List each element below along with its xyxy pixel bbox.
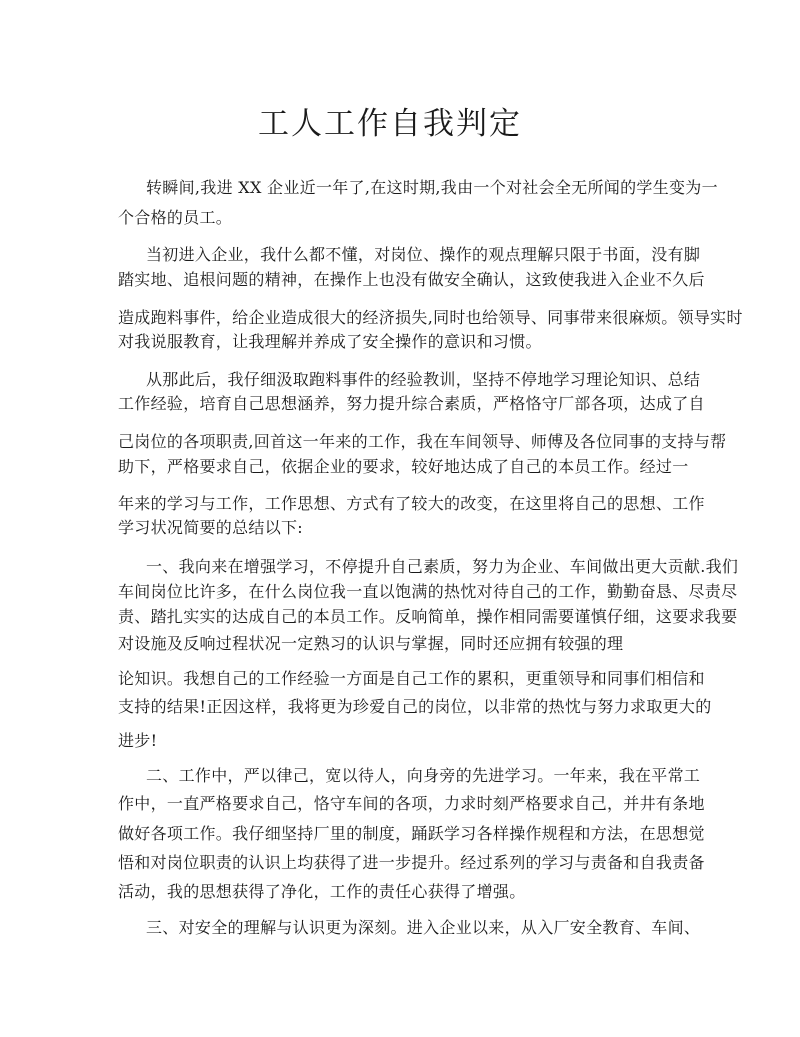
paragraph-line: 论知识。我想自己的工作经验一方面是自己工作的累积，更重领导和同事们相信和 bbox=[118, 669, 705, 688]
paragraph-line: 做好各项工作。我仔细坚持厂里的制度，踊跃学习各样操作规程和方法，在思想觉 bbox=[118, 824, 705, 843]
paragraph-line: 个合格的员工。 bbox=[118, 208, 233, 227]
paragraph-line: 进步! bbox=[118, 731, 158, 750]
paragraph-line: 责、踏扎实实的达成自己的本员工作。反响简单，操作相同需要谨慎仔细，这要求我要 bbox=[118, 607, 738, 626]
paragraph-line: 学习状况简要的总结以下: bbox=[118, 518, 303, 537]
paragraph-line: 从那此后，我仔细汲取跑料事件的经验教训，坚持不停地学习理论知识、总结 bbox=[146, 370, 701, 389]
paragraph-line: 支持的结果!正因这样，我将更为珍爱自己的岗位，以非常的热忱与努力求取更大的 bbox=[118, 697, 712, 716]
paragraph-line: 三、对安全的理解与认识更为深刻。进入企业以来，从入厂安全教育、车间、 bbox=[146, 918, 701, 937]
paragraph-line: 转瞬间,我进 XX 企业近一年了,在这时期,我由一个对社会全无所闻的学生变为一 bbox=[146, 178, 718, 197]
paragraph-line: 当初进入企业，我什么都不懂，对岗位、操作的观点理解只限于书面，没有脚 bbox=[146, 245, 701, 264]
paragraph-line: 对我说服教育，让我理解并养成了安全操作的意识和习惯。 bbox=[118, 332, 542, 351]
document-title: 工人工作自我判定 bbox=[258, 106, 522, 142]
paragraph-line: 车间岗位比许多，在什么岗位我一直以饱满的热忱对待自己的工作，勤勤奋恳、尽责尽 bbox=[118, 582, 738, 601]
paragraph-line: 一、我向来在增强学习，不停提升自己素质，努力为企业、车间做出更大贡献.我们 bbox=[146, 557, 739, 576]
paragraph-line: 工作经验，培育自己思想涵养，努力提升综合素质，严格恪守厂部各项，达成了自 bbox=[118, 394, 705, 413]
paragraph-line: 助下，严格要求自己，依据企业的要求，较好地达成了自己的本员工作。经过一 bbox=[118, 457, 689, 476]
paragraph-line: 年来的学习与工作，工作思想、方式有了较大的改变，在这里将自己的思想、工作 bbox=[118, 494, 705, 513]
paragraph-line: 悟和对岗位职责的认识上均获得了进一步提升。经过系列的学习与责备和自我责备 bbox=[118, 853, 705, 872]
paragraph-line: 二、工作中，严以律己，宽以待人，向身旁的先进学习。一年来，我在平常工 bbox=[146, 766, 701, 785]
paragraph-line: 作中，一直严格要求自己，恪守车间的各项，力求时刻严格要求自己，并井有条地 bbox=[118, 794, 705, 813]
paragraph-line: 活动，我的思想获得了净化，工作的责任心获得了增强。 bbox=[118, 882, 526, 901]
paragraph-line: 己岗位的各项职责,回首这一年来的工作，我在车间领导、师傅及各位同事的支持与帮 bbox=[118, 432, 727, 451]
paragraph-line: 对设施及反响过程状况一定熟习的认识与掌握，同时还应拥有较强的理 bbox=[118, 634, 624, 653]
paragraph-line: 踏实地、追根问题的精神，在操作上也没有做安全确认，这致使我进入企业不久后 bbox=[118, 270, 705, 289]
paragraph-line: 造成跑料事件，给企业造成很大的经济损失,同时也给领导、同事带来很麻烦。领导实时 bbox=[118, 308, 743, 327]
